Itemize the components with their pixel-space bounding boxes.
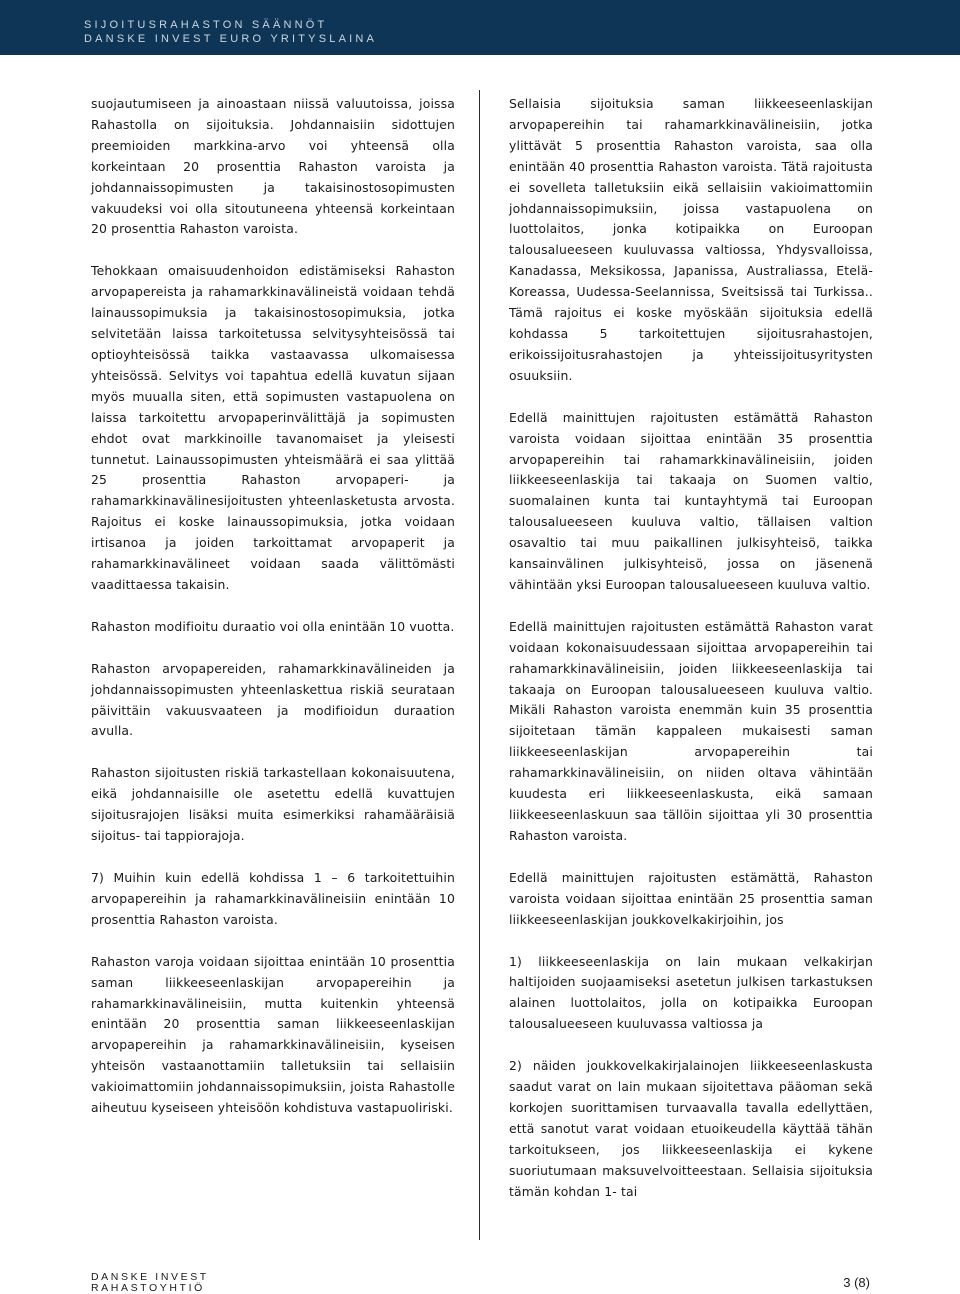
paragraph: Edellä mainittujen rajoitusten estämättä Rahaston varat voidaan kokonaisuudessaan sijoittaa arvopapereihin tai rahamarkkinavälineisiin, joiden liikkeeseenlaskija tai takaaja on Euroopan talousalueeseen kuuluva valtio. Mikäli Rahaston varoista enemmän kuin 35 prosenttia sijoitetaan tämän kappaleen mukaisesti saman liikkeeseenlaskijan arvopapereihin tai rahamarkkinavälineisiin, on niiden oltava vähintään kuudesta eri liikkeeseenlaskusta, eikä samaan liikkeeseenlaskuun saa tällöin sijoittaa yli 30 prosenttia Rahaston varoista. xyxy=(509,618,873,843)
column-divider xyxy=(479,90,480,1240)
paragraph: Rahaston arvopapereiden, rahamarkkinavälineiden ja johdannaissopimusten yhteenlaskettua riskiä seurataan päivittäin vakuusvaateen ja modifioidun duraation avulla. xyxy=(91,660,455,739)
paragraph: Sellaisia sijoituksia saman liikkeeseenlaskijan arvopapereihin tai rahamarkkinavälineisiin, jotka ylittävät 5 prosenttia Rahaston varoista, saa olla enintään 40 prosenttia Rahaston varoista. Tätä rajoitusta ei sovelleta talletuksiin eikä sellaisiin vakioimattomiin johdannaissopimuksiin, joissa vastapuolena on luottolaitos, jonka kotipaikka on Euroopan talousalueeseen kuuluvassa valtiossa, Yhdysvalloissa, Kanadassa, Meksikossa, Japanissa, Australiassa, Etelä-Koreassa, Uudessa-Seelannissa, Sveitsissä tai Turkissa.. Tämä rajoitus ei koske myöskään sijoituksia edellä kohdassa 5 tarkoitettujen sijoitusrahastojen, erikoissijoitusrahastojen ja yhteissijoitusyritysten osuuksiin. xyxy=(509,96,873,383)
paragraph: Rahaston sijoitusten riskiä tarkastellaan kokonaisuutena, eikä johdannaisille ole asetettu edellä kuvattujen sijoitusrajojen lisäksi muita esimerkiksi rahamääräisiä sijoitus- tai tappiorajoja. xyxy=(91,765,455,844)
company-name-line2: RAHASTOYHTIÖ xyxy=(91,1282,205,1294)
paragraph: Edellä mainittujen rajoitusten estämättä, Rahaston varoista voidaan sijoittaa enintään 25 prosenttia saman liikkeeseenlaskijan joukkovelkakirjoihin, jos xyxy=(509,869,873,927)
document-title: SIJOITUSRAHASTON SÄÄNNÖT xyxy=(84,19,328,31)
paragraph: Edellä mainittujen rajoitusten estämättä Rahaston varoista voidaan sijoittaa enintään 35 prosenttia arvopapereihin tai rahamarkkinavälineisiin, joiden liikkeeseenlaskija tai takaaja on Suomen valtio, suomalainen kunta tai kuntayhtymä tai Euroopan talousalueeseen kuuluva valtio, tällaisen valtion osavaltio tai muu paikallinen julkisyhteisö, taikka kansainvälinen julkisyhteisö, jossa on jäsenenä vähintään yksi Euroopan talousalueeseen kuuluva valtio. xyxy=(509,409,873,592)
footer-company xyxy=(91,1272,209,1294)
paragraph: Rahaston modifioitu duraatio voi olla enintään 10 vuotta. xyxy=(91,618,455,634)
left-column xyxy=(91,94,455,1140)
fund-name: DANSKE INVEST EURO YRITYSLAINA xyxy=(84,33,378,45)
paragraph: suojautumiseen ja ainoastaan niissä valuutoissa, joissa Rahastolla on sijoituksia. Johdannaisiin sidottujen preemioiden markkina-arvo voi yhteensä olla korkeintaan 20 prosenttia Rahaston varoista ja johdannaissopimusten ja takaisinostosopimusten vakuudeksi voi olla sitoutuneena yhteensä korkeintaan 20 prosenttia Rahaston varoista. xyxy=(91,96,455,237)
paragraph: Rahaston varoja voidaan sijoittaa enintään 10 prosenttia saman liikkeeseenlaskijan arvopapereihin ja rahamarkkinavälineisiin, mutta kuitenkin yhteensä enintään 20 prosenttia saman liikkeeseenlaskijan arvopapereihin ja rahamarkkinavälineisiin, kyseisen yhteisön vastaanottamiin talletuksiin tai sellaisiin vakioimattomiin johdannaissopimuksiin, joista Rahastolle aiheutuu kyseiseen yhteisöön kohdistuva vastapuoliriski. xyxy=(91,953,455,1116)
page-number: 3 (8) xyxy=(843,1275,870,1290)
header-band xyxy=(0,0,960,55)
right-column xyxy=(509,94,873,1224)
company-name-line1: DANSKE INVEST xyxy=(91,1271,209,1283)
paragraph: 2) näiden joukkovelkakirjalainojen liikkeeseenlaskusta saadut varat on lain mukaan sijoitettava pääoman sekä korkojen suorittamisen turvaavalla tavalla edellyttäen, että sanotut varat voidaan etuoikeudella käyttää tähän tarkoitukseen, jos liikkeeseenlaskija ei kykene suoriutumaan maksuvelvoitteestaan. Sellaisia sijoituksia tämän kohdan 1- tai xyxy=(509,1058,873,1199)
paragraph: 7) Muihin kuin edellä kohdissa 1 – 6 tarkoitettuihin arvopapereihin ja rahamarkkinavälineisiin enintään 10 prosenttia Rahaston varoista. xyxy=(91,870,455,927)
paragraph: Tehokkaan omaisuudenhoidon edistämiseksi Rahaston arvopapereista ja rahamarkkinavälineistä voidaan tehdä lainaussopimuksia ja takaisinostosopimuksia, jotka selvitetään laissa tarkoitetussa selvitysyhteisössä tai optioyhteisössä taikka vastaavassa ulkomaisessa yhteisössä. Selvitys voi tapahtua edellä kuvatun sijaan myös muualla siten, että sopimusten vastapuolena on laissa tarkoitettu arvopaperinvälittäjä ja sopimusten ehdot ovat markkinoille tavanomaiset ja yleisesti tunnetut. Lainaussopimusten yhteismäärä ei saa ylittää 25 prosenttia Rahaston arvopaperi- ja rahamarkkinavälinesijoitusten yhteenlasketusta arvosta. Rajoitus ei koske lainaussopimuksia, jotka voidaan irtisanoa ja joiden tarkoittamat arvopaperit ja rahamarkkinavälineet voidaan saada välittömästi vaadittaessa takaisin. xyxy=(91,263,455,592)
paragraph: 1) liikkeeseenlaskija on lain mukaan velkakirjan haltijoiden suojaamiseksi asetetun julkisen tarkastuksen alainen luottolaitos, jolla on kotipaikka Euroopan talousalueeseen kuuluvassa valtiossa ja xyxy=(509,953,873,1032)
